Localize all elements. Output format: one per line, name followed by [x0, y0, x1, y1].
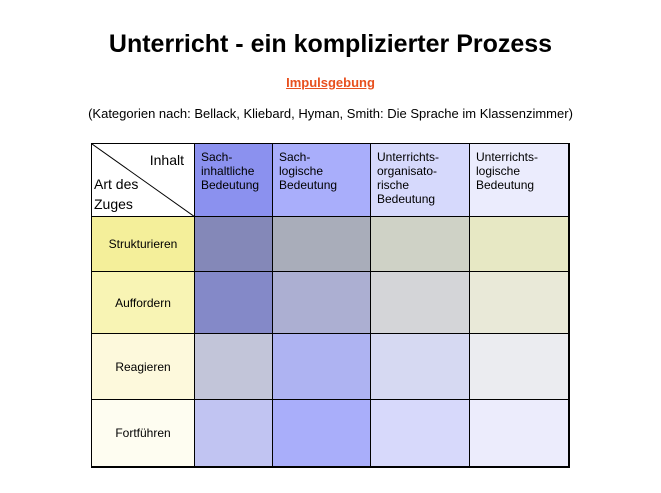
column-header-2-line2: logische [279, 164, 324, 178]
row-header-label: Reagieren [115, 359, 171, 374]
table-cell-r2-c3 [371, 272, 470, 334]
corner-label-line1: Art des [94, 176, 139, 192]
column-header-1-line3: Bedeutung [201, 178, 260, 192]
corner-label-art-des-zuges [94, 174, 138, 214]
subtitle-impulsgebung: Impulsgebung [286, 75, 375, 90]
column-header-4 [470, 144, 569, 217]
table-cell-r1-c4 [470, 217, 569, 272]
table-cell-r3-c2 [273, 334, 371, 400]
column-header-3-line4: Bedeutung [377, 192, 436, 206]
corner-label-inhalt: Inhalt [149, 152, 184, 168]
corner-header-cell [92, 144, 195, 217]
category-table [91, 143, 570, 468]
citation-text: (Kategorien nach: Bellack, Kliebard, Hyman, Smith: Die Sprache im Klassenzimmer) [88, 106, 573, 121]
column-header-4-line1: Unterrichts- [476, 150, 539, 164]
table-cell-r2-c2 [273, 272, 371, 334]
table-cell-r4-c4 [470, 400, 569, 467]
row-header-2 [92, 272, 195, 334]
table-cell-r4-c1 [195, 400, 273, 467]
row-header-label: Fortführen [115, 426, 171, 440]
column-header-2 [273, 144, 371, 217]
row-header-label: Auffordern [115, 295, 171, 310]
column-header-2-line1: Sach- [279, 150, 311, 164]
table-cell-r3-c1 [195, 334, 273, 400]
table-cell-r4-c3 [371, 400, 470, 467]
table-cell-r1-c1 [195, 217, 273, 272]
column-header-1 [195, 144, 273, 217]
table-cell-r2-c1 [195, 272, 273, 334]
page-title: Unterricht - ein komplizierter Prozess [108, 30, 553, 58]
column-header-3 [371, 144, 470, 217]
column-header-4-line3: Bedeutung [476, 178, 535, 192]
column-header-2-line3: Bedeutung [279, 178, 338, 192]
column-header-4-line2: logische [476, 164, 521, 178]
table-cell-r3-c3 [371, 334, 470, 400]
row-header-3 [92, 334, 195, 400]
row-header-1 [92, 217, 195, 272]
table-cell-r1-c3 [371, 217, 470, 272]
column-header-3-line2: organisato- [377, 164, 438, 178]
table-cell-r3-c4 [470, 334, 569, 400]
corner-label-line2: Zuges [94, 196, 133, 212]
column-header-3-line3: rische [377, 178, 410, 192]
table-cell-r1-c2 [273, 217, 371, 272]
row-header-label: Strukturieren [108, 237, 178, 251]
table-cell-r4-c2 [273, 400, 371, 467]
table-cell-r2-c4 [470, 272, 569, 334]
column-header-1-line1: Sach- [201, 150, 233, 164]
column-header-1-line2: inhaltliche [201, 164, 255, 178]
row-header-4 [92, 400, 195, 467]
column-header-3-line1: Unterrichts- [377, 150, 440, 164]
